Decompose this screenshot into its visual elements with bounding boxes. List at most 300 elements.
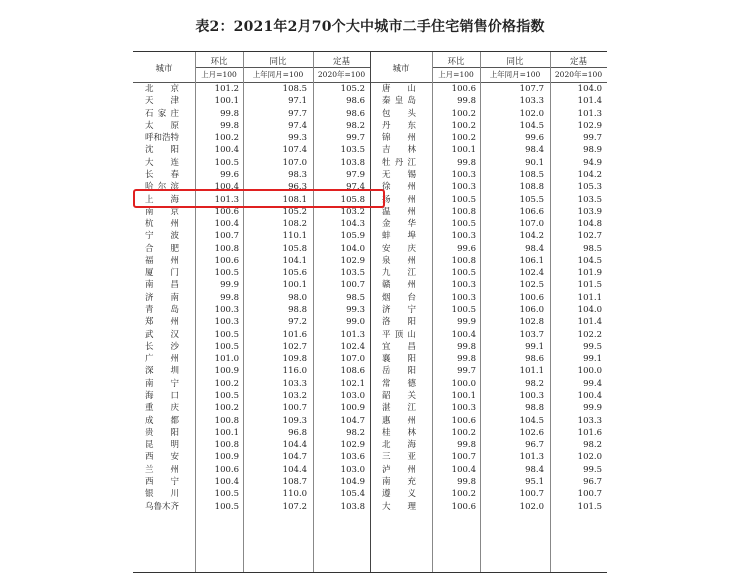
left-mom-cell: 100.4 — [214, 182, 239, 193]
left-fixed-cell: 99.7 — [346, 133, 365, 144]
left-fixed-cell: 105.2 — [340, 84, 365, 94]
right-mom-cell: 100.2 — [451, 489, 476, 500]
left-city-cell: 乌鲁木齐 — [145, 501, 180, 512]
left-fixed-cell: 99.3 — [346, 305, 365, 316]
left-city-cell: 郑州 — [145, 317, 179, 328]
table-row — [133, 476, 607, 488]
header-mom-base-left: 上月=100 — [201, 70, 237, 79]
right-mom-cell: 100.3 — [451, 182, 476, 193]
table-row — [133, 353, 607, 365]
left-mom-cell: 100.5 — [214, 391, 239, 401]
left-city-cell: 武汉 — [145, 329, 179, 340]
left-fixed-cell: 104.3 — [340, 219, 365, 230]
right-fixed-cell: 101.5 — [577, 280, 602, 291]
left-city-cell: 南京 — [145, 206, 179, 217]
right-mom-cell: 100.3 — [451, 403, 476, 414]
left-city-cell: 天津 — [145, 96, 179, 107]
left-yoy-cell: 107.4 — [282, 145, 307, 156]
left-fixed-cell: 100.9 — [340, 403, 365, 414]
right-city-cell: 韶关 — [382, 391, 416, 401]
right-fixed-cell: 101.4 — [577, 96, 602, 107]
left-city-cell: 海口 — [145, 391, 179, 401]
header-yoy-right: 同比 — [506, 57, 524, 67]
right-mom-cell: 99.8 — [457, 157, 476, 168]
left-mom-cell: 100.6 — [214, 206, 239, 217]
right-mom-cell: 99.8 — [457, 354, 476, 365]
right-city-cell: 牡丹江 — [382, 157, 416, 168]
right-fixed-cell: 101.6 — [577, 427, 602, 438]
table-row — [133, 132, 607, 144]
right-city-cell: 金华 — [382, 219, 416, 230]
right-yoy-cell: 102.6 — [519, 427, 544, 438]
right-city-cell: 温州 — [382, 206, 416, 217]
left-mom-cell: 100.3 — [214, 305, 239, 316]
left-city-cell: 成都 — [145, 415, 179, 426]
table-row — [133, 292, 607, 304]
header-city-right: 城市 — [392, 64, 410, 74]
left-city-cell: 福州 — [145, 255, 179, 266]
right-mom-cell: 100.3 — [451, 292, 476, 303]
left-fixed-cell: 103.0 — [340, 464, 365, 475]
left-yoy-cell: 103.3 — [282, 378, 307, 389]
left-mom-cell: 100.1 — [214, 427, 239, 438]
highlight-box-harbin — [133, 189, 385, 208]
left-mom-cell: 100.3 — [214, 317, 239, 328]
right-yoy-cell: 107.0 — [519, 219, 544, 230]
left-fixed-cell: 105.9 — [340, 231, 365, 242]
left-mom-cell: 99.8 — [220, 120, 239, 131]
left-mom-cell: 100.8 — [214, 415, 239, 426]
table-row — [133, 95, 607, 107]
right-city-cell: 大理 — [382, 501, 416, 512]
right-mom-cell: 100.2 — [451, 427, 476, 438]
left-fixed-cell: 103.5 — [340, 145, 365, 156]
left-city-cell: 沈阳 — [145, 145, 179, 156]
left-mom-cell: 100.9 — [214, 452, 239, 463]
right-yoy-cell: 95.1 — [525, 476, 544, 487]
right-fixed-cell: 103.9 — [577, 206, 602, 217]
right-yoy-cell: 102.8 — [519, 317, 544, 328]
left-city-cell: 宁波 — [145, 231, 179, 242]
left-mom-cell: 100.5 — [214, 501, 239, 512]
left-city-cell: 大连 — [145, 157, 179, 168]
right-yoy-cell: 108.8 — [519, 182, 544, 193]
right-yoy-cell: 101.1 — [519, 366, 544, 377]
left-fixed-cell: 102.4 — [340, 341, 365, 352]
right-city-cell: 遵义 — [382, 489, 416, 500]
left-city-cell: 南宁 — [145, 378, 179, 389]
right-fixed-cell: 99.4 — [583, 378, 602, 389]
right-yoy-cell: 98.4 — [525, 464, 544, 475]
left-yoy-cell: 110.1 — [282, 231, 307, 242]
table-row — [133, 120, 607, 132]
left-yoy-cell: 107.0 — [282, 157, 307, 168]
left-fixed-cell: 100.7 — [340, 280, 365, 291]
left-mom-cell: 100.4 — [214, 219, 239, 230]
right-fixed-cell: 98.9 — [583, 145, 602, 156]
right-mom-cell: 100.3 — [451, 280, 476, 291]
left-mom-cell: 100.6 — [214, 464, 239, 475]
right-fixed-cell: 99.5 — [583, 341, 602, 352]
left-city-cell: 南昌 — [145, 280, 179, 291]
right-mom-cell: 99.8 — [457, 341, 476, 352]
left-mom-cell: 100.1 — [214, 96, 239, 107]
right-city-cell: 桂林 — [382, 427, 416, 438]
right-yoy-cell: 107.7 — [519, 84, 544, 94]
left-fixed-cell: 103.6 — [340, 452, 365, 463]
header-mom-left: 环比 — [210, 57, 228, 67]
right-yoy-cell: 90.1 — [525, 157, 544, 168]
right-mom-cell: 99.9 — [457, 317, 476, 328]
left-city-cell: 广州 — [145, 354, 179, 365]
left-mom-cell: 100.2 — [214, 403, 239, 414]
right-yoy-cell: 99.1 — [525, 341, 544, 352]
left-city-cell: 合肥 — [145, 243, 179, 254]
right-fixed-cell: 99.1 — [583, 354, 602, 365]
left-mom-cell: 100.2 — [214, 133, 239, 144]
table-row — [133, 439, 607, 451]
right-mom-cell: 99.8 — [457, 440, 476, 451]
right-yoy-cell: 98.8 — [525, 403, 544, 414]
right-yoy-cell: 106.6 — [519, 206, 544, 217]
table-row — [133, 365, 607, 377]
right-city-cell: 湛江 — [382, 403, 416, 414]
left-yoy-cell: 102.7 — [282, 341, 307, 352]
left-mom-cell: 100.5 — [214, 489, 239, 500]
right-city-cell: 泸州 — [382, 464, 416, 475]
left-yoy-cell: 100.7 — [282, 403, 307, 414]
left-mom-cell: 99.6 — [220, 169, 239, 180]
left-city-cell: 杭州 — [145, 219, 179, 230]
table-title: 表2：2021年2月70个大中城市二手住宅销售价格指数 — [195, 19, 545, 35]
right-mom-cell: 100.1 — [451, 145, 476, 156]
left-mom-cell: 99.8 — [220, 108, 239, 119]
left-yoy-cell: 108.2 — [282, 219, 307, 230]
header-fixed-right: 定基 — [569, 57, 587, 67]
table-row — [133, 279, 607, 291]
left-mom-cell: 100.9 — [214, 366, 239, 377]
right-yoy-cell: 98.4 — [525, 243, 544, 254]
table-row — [133, 402, 607, 414]
left-city-cell: 昆明 — [145, 440, 179, 451]
left-yoy-cell: 101.6 — [282, 329, 307, 340]
left-mom-cell: 100.8 — [214, 243, 239, 254]
right-fixed-cell: 98.2 — [583, 440, 602, 451]
left-yoy-cell: 108.1 — [282, 194, 307, 205]
left-fixed-cell: 99.0 — [346, 317, 365, 328]
right-city-cell: 锦州 — [382, 133, 416, 144]
header-mom-right: 环比 — [447, 57, 465, 67]
left-city-cell: 哈尔滨 — [145, 182, 179, 193]
table-row — [133, 83, 607, 95]
right-city-cell: 泉州 — [382, 255, 416, 266]
right-fixed-cell: 100.0 — [577, 366, 602, 377]
table-row — [133, 464, 607, 476]
right-mom-cell: 100.3 — [451, 169, 476, 180]
right-city-cell: 九江 — [382, 268, 416, 279]
left-yoy-cell: 116.0 — [282, 366, 307, 377]
table-row — [133, 157, 607, 169]
right-city-cell: 襄阳 — [382, 354, 416, 365]
right-fixed-cell: 104.5 — [577, 255, 602, 266]
right-yoy-cell: 102.4 — [519, 268, 544, 279]
left-city-cell: 西安 — [145, 452, 179, 463]
header-mom-base-right: 上月=100 — [438, 70, 474, 79]
right-fixed-cell: 102.2 — [577, 329, 602, 340]
right-mom-cell: 100.2 — [451, 133, 476, 144]
left-yoy-cell: 108.5 — [282, 84, 307, 94]
left-mom-cell: 100.4 — [214, 145, 239, 156]
left-fixed-cell: 101.3 — [340, 329, 365, 340]
header-city-left: 城市 — [155, 64, 173, 74]
left-mom-cell: 99.9 — [220, 280, 239, 291]
header-fixed-base-right: 2020年=100 — [554, 70, 603, 79]
table-row — [133, 451, 607, 463]
right-yoy-cell: 102.0 — [519, 501, 544, 512]
left-fixed-cell: 107.0 — [340, 354, 365, 365]
left-yoy-cell: 96.3 — [288, 182, 307, 193]
left-mom-cell: 101.0 — [214, 354, 239, 365]
table-row — [133, 378, 607, 390]
header-mid-rule-right — [432, 67, 607, 68]
right-city-cell: 唐山 — [382, 84, 416, 94]
header-yoy-base-right: 上年同月=100 — [489, 70, 541, 79]
right-city-cell: 洛阳 — [382, 317, 416, 328]
right-city-cell: 无锡 — [382, 169, 416, 180]
table-row — [133, 390, 607, 402]
left-yoy-cell: 97.1 — [288, 96, 307, 107]
left-mom-cell: 100.5 — [214, 157, 239, 168]
left-city-cell: 厦门 — [145, 268, 179, 279]
right-city-cell: 平顶山 — [382, 329, 416, 340]
table-row — [133, 316, 607, 328]
right-yoy-cell: 108.5 — [519, 169, 544, 180]
right-fixed-cell: 101.9 — [577, 268, 602, 279]
right-mom-cell: 99.8 — [457, 96, 476, 107]
right-fixed-cell: 101.5 — [577, 501, 602, 512]
right-mom-cell: 100.5 — [451, 194, 476, 205]
right-yoy-cell: 101.3 — [519, 452, 544, 463]
right-yoy-cell: 102.0 — [519, 108, 544, 119]
left-yoy-cell: 109.8 — [282, 354, 307, 365]
right-city-cell: 徐州 — [382, 182, 416, 193]
left-yoy-cell: 105.6 — [282, 268, 307, 279]
right-fixed-cell: 102.0 — [577, 452, 602, 463]
table-row — [133, 415, 607, 427]
left-city-cell: 青岛 — [145, 305, 179, 316]
left-city-cell: 西宁 — [145, 476, 179, 487]
right-city-cell: 济宁 — [382, 305, 416, 316]
left-mom-cell: 100.5 — [214, 268, 239, 279]
right-fixed-cell: 101.1 — [577, 292, 602, 303]
right-fixed-cell: 98.5 — [583, 243, 602, 254]
right-yoy-cell: 104.5 — [519, 120, 544, 131]
right-mom-cell: 99.8 — [457, 476, 476, 487]
left-fixed-cell: 103.5 — [340, 268, 365, 279]
right-fixed-cell: 101.3 — [577, 108, 602, 119]
left-fixed-cell: 98.2 — [346, 120, 365, 131]
table-row — [133, 218, 607, 230]
right-fixed-cell: 103.5 — [577, 194, 602, 205]
table-row — [133, 427, 607, 439]
right-city-cell: 秦皇岛 — [382, 96, 416, 107]
right-mom-cell: 100.6 — [451, 84, 476, 94]
right-fixed-cell: 104.2 — [577, 169, 602, 180]
right-mom-cell: 100.8 — [451, 206, 476, 217]
left-yoy-cell: 98.0 — [288, 292, 307, 303]
table-row — [133, 144, 607, 156]
left-fixed-cell: 103.8 — [340, 157, 365, 168]
price-index-table — [133, 51, 607, 573]
left-mom-cell: 100.2 — [214, 378, 239, 389]
right-yoy-cell: 98.6 — [525, 354, 544, 365]
right-mom-cell: 100.2 — [451, 120, 476, 131]
left-fixed-cell: 97.9 — [346, 169, 365, 180]
left-city-cell: 上海 — [145, 194, 179, 205]
left-fixed-cell: 98.5 — [346, 292, 365, 303]
left-yoy-cell: 97.2 — [288, 317, 307, 328]
right-mom-cell: 100.0 — [451, 378, 476, 389]
left-city-cell: 深圳 — [145, 366, 179, 377]
right-mom-cell: 100.6 — [451, 501, 476, 512]
right-mom-cell: 100.4 — [451, 329, 476, 340]
right-mom-cell: 100.3 — [451, 231, 476, 242]
left-yoy-cell: 107.2 — [282, 501, 307, 512]
left-fixed-cell: 104.0 — [340, 243, 365, 254]
right-yoy-cell: 100.6 — [519, 292, 544, 303]
left-yoy-cell: 105.2 — [282, 206, 307, 217]
table-row — [133, 255, 607, 267]
right-city-cell: 赣州 — [382, 280, 416, 291]
right-city-cell: 惠州 — [382, 415, 416, 426]
right-fixed-cell: 96.7 — [583, 476, 602, 487]
left-yoy-cell: 108.7 — [282, 476, 307, 487]
left-fixed-cell: 105.8 — [340, 194, 365, 205]
right-yoy-cell: 106.1 — [519, 255, 544, 266]
left-fixed-cell: 102.9 — [340, 440, 365, 451]
left-city-cell: 银川 — [145, 489, 179, 500]
left-yoy-cell: 97.4 — [288, 120, 307, 131]
right-yoy-cell: 106.0 — [519, 305, 544, 316]
right-city-cell: 常德 — [382, 378, 416, 389]
header-fixed-left: 定基 — [332, 57, 350, 67]
right-fixed-cell: 100.4 — [577, 391, 602, 401]
right-yoy-cell: 98.2 — [525, 378, 544, 389]
right-fixed-cell: 102.9 — [577, 120, 602, 131]
right-mom-cell: 100.5 — [451, 219, 476, 230]
header-fixed-base-left: 2020年=100 — [317, 70, 366, 79]
right-fixed-cell: 99.9 — [583, 403, 602, 414]
right-city-cell: 吉林 — [382, 145, 416, 156]
right-yoy-cell: 104.2 — [519, 231, 544, 242]
left-mom-cell: 99.8 — [220, 292, 239, 303]
right-fixed-cell: 99.5 — [583, 464, 602, 475]
right-city-cell: 北海 — [382, 440, 416, 451]
table-row — [133, 267, 607, 279]
right-city-cell: 三亚 — [382, 452, 416, 463]
right-mom-cell: 99.6 — [457, 243, 476, 254]
left-fixed-cell: 105.4 — [340, 489, 365, 500]
right-yoy-cell: 96.7 — [525, 440, 544, 451]
left-yoy-cell: 99.3 — [288, 133, 307, 144]
left-yoy-cell: 97.7 — [288, 108, 307, 119]
right-yoy-cell: 102.5 — [519, 280, 544, 291]
left-fixed-cell: 103.0 — [340, 391, 365, 401]
right-fixed-cell: 104.8 — [577, 219, 602, 230]
right-yoy-cell: 103.3 — [519, 96, 544, 107]
right-city-cell: 蚌埠 — [382, 231, 416, 242]
right-city-cell: 扬州 — [382, 194, 416, 205]
right-city-cell: 安庆 — [382, 243, 416, 254]
left-fixed-cell: 104.7 — [340, 415, 365, 426]
right-mom-cell: 100.6 — [451, 415, 476, 426]
left-city-cell: 长春 — [145, 169, 179, 180]
right-mom-cell: 100.4 — [451, 464, 476, 475]
left-yoy-cell: 110.0 — [282, 489, 307, 500]
left-mom-cell: 100.6 — [214, 255, 239, 266]
table-row — [133, 243, 607, 255]
table-row — [133, 304, 607, 316]
right-fixed-cell: 102.7 — [577, 231, 602, 242]
table-row — [133, 230, 607, 242]
left-fixed-cell: 97.4 — [346, 182, 365, 193]
left-fixed-cell: 102.9 — [340, 255, 365, 266]
right-mom-cell: 100.5 — [451, 305, 476, 316]
left-yoy-cell: 104.4 — [282, 440, 307, 451]
header-yoy-left: 同比 — [269, 57, 287, 67]
right-fixed-cell: 94.9 — [583, 157, 602, 168]
left-city-cell: 太原 — [145, 120, 179, 131]
right-city-cell: 丹东 — [382, 120, 416, 131]
left-mom-cell: 101.3 — [214, 194, 239, 205]
left-city-cell: 北京 — [145, 84, 179, 94]
left-fixed-cell: 108.6 — [340, 366, 365, 377]
right-city-cell: 岳阳 — [382, 366, 416, 377]
left-yoy-cell: 104.7 — [282, 452, 307, 463]
right-fixed-cell: 101.4 — [577, 317, 602, 328]
left-city-cell: 济南 — [145, 292, 179, 303]
left-fixed-cell: 104.9 — [340, 476, 365, 487]
left-yoy-cell: 98.3 — [288, 169, 307, 180]
left-city-cell: 石家庄 — [145, 108, 179, 119]
table-row — [133, 108, 607, 120]
left-fixed-cell: 98.2 — [346, 427, 365, 438]
header-mid-rule-left — [195, 67, 370, 68]
left-fixed-cell: 98.6 — [346, 96, 365, 107]
right-fixed-cell: 103.3 — [577, 415, 602, 426]
left-fixed-cell: 102.1 — [340, 378, 365, 389]
right-city-cell: 烟台 — [382, 292, 416, 303]
right-fixed-cell: 100.7 — [577, 489, 602, 500]
right-fixed-cell: 104.0 — [577, 84, 602, 94]
left-mom-cell: 100.8 — [214, 440, 239, 451]
left-yoy-cell: 96.8 — [288, 427, 307, 438]
left-city-cell: 兰州 — [145, 464, 179, 475]
left-city-cell: 呼和浩特 — [145, 133, 180, 144]
right-yoy-cell: 103.7 — [519, 329, 544, 340]
right-mom-cell: 100.5 — [451, 268, 476, 279]
right-fixed-cell: 104.0 — [577, 305, 602, 316]
left-yoy-cell: 100.1 — [282, 280, 307, 291]
right-mom-cell: 100.7 — [451, 452, 476, 463]
left-city-cell: 长沙 — [145, 341, 179, 352]
header-yoy-base-left: 上年同月=100 — [252, 70, 304, 79]
right-yoy-cell: 100.7 — [519, 489, 544, 500]
right-yoy-cell: 100.3 — [519, 391, 544, 401]
right-city-cell: 南充 — [382, 476, 416, 487]
left-yoy-cell: 104.1 — [282, 255, 307, 266]
left-mom-cell: 101.2 — [214, 84, 239, 94]
